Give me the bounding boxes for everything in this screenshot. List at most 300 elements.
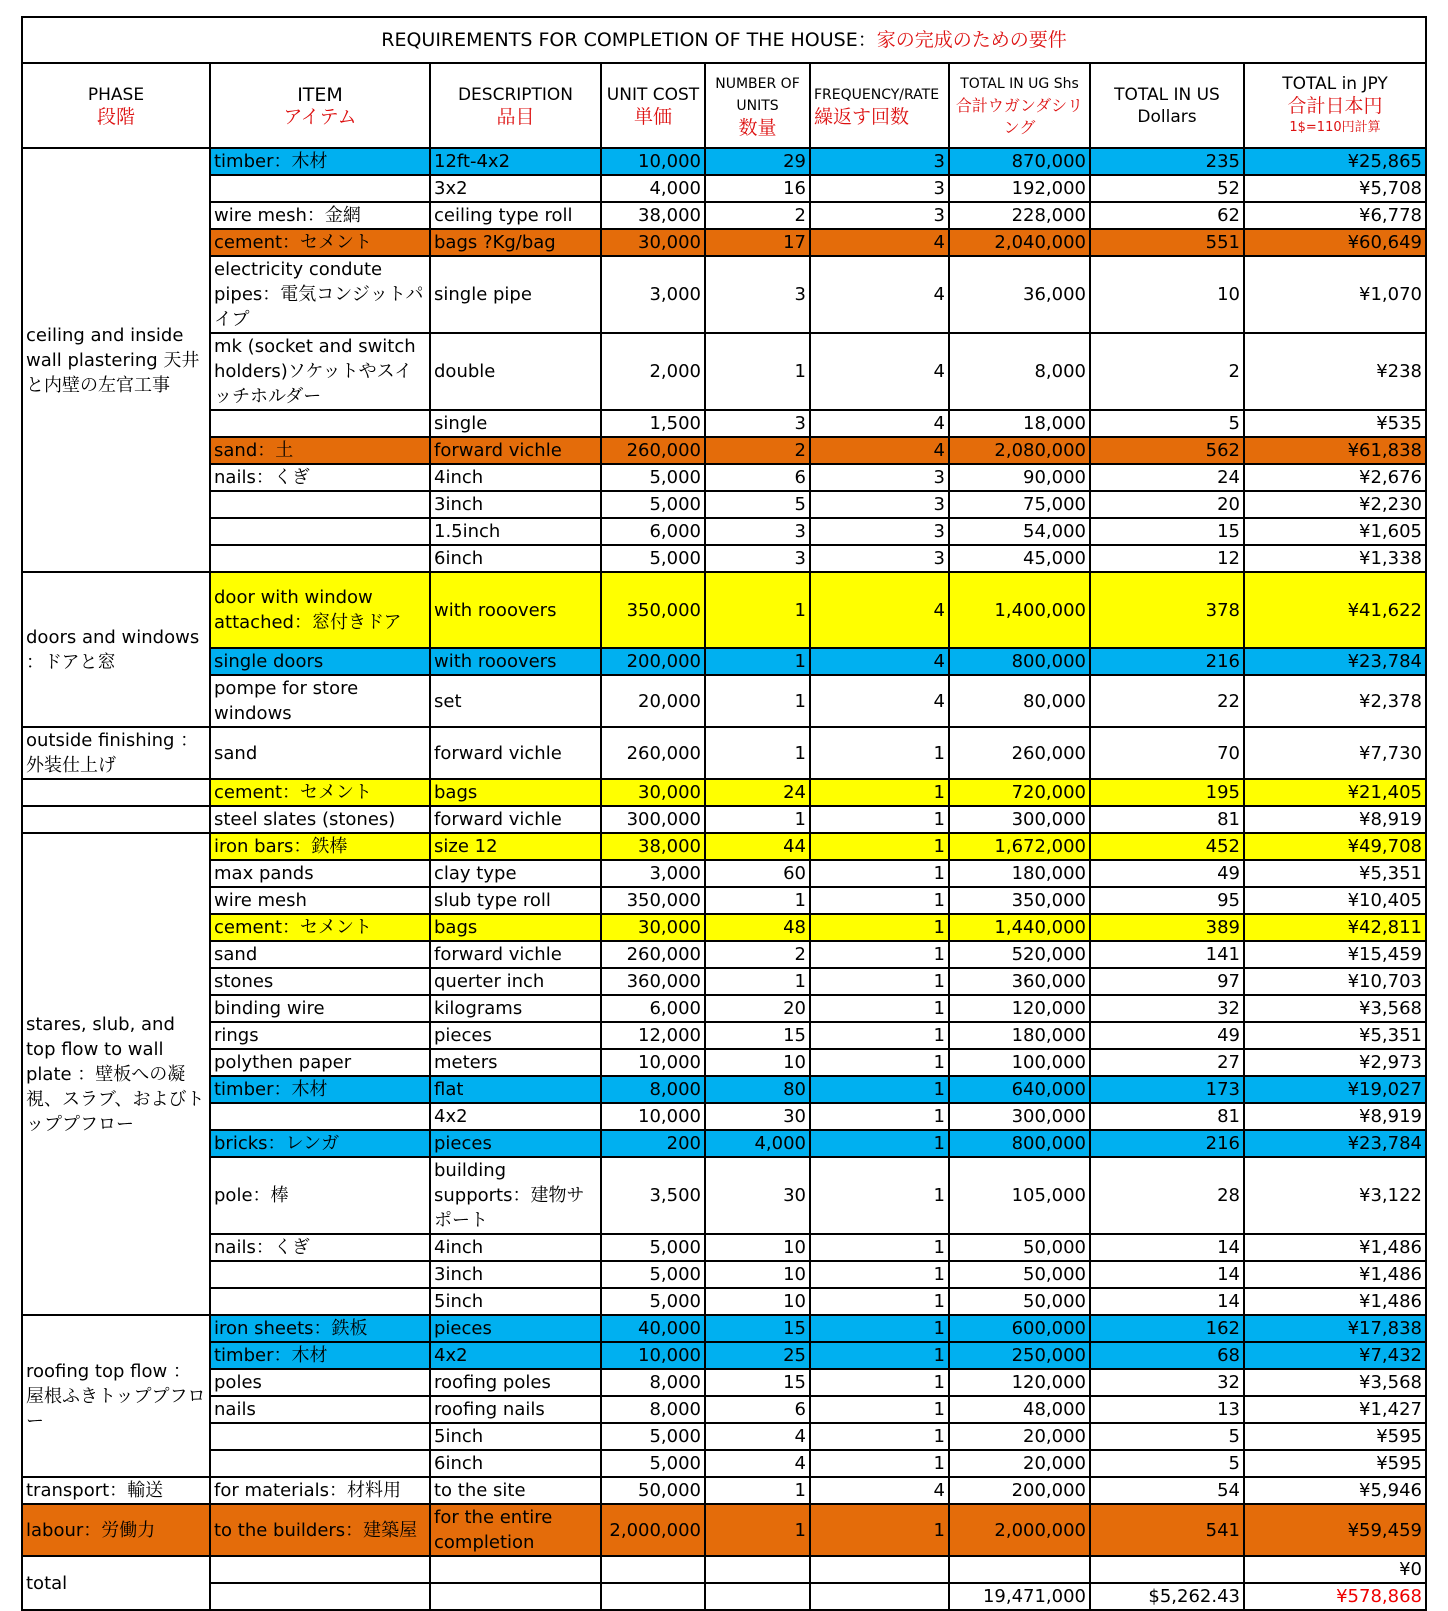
empty-cell xyxy=(1090,1556,1244,1583)
total-ugx-cell: 640,000 xyxy=(949,1076,1090,1103)
frequency-cell: 1 xyxy=(810,1504,949,1556)
frequency-cell: 4 xyxy=(810,437,949,464)
total-usd-cell: 541 xyxy=(1090,1504,1244,1556)
empty-cell xyxy=(210,1556,430,1583)
item-cell: nails：くぎ xyxy=(210,464,430,491)
item-cell: cement：セメント xyxy=(210,914,430,941)
total-usd-cell: 15 xyxy=(1090,518,1244,545)
frequency-cell: 4 xyxy=(810,333,949,410)
frequency-cell: 3 xyxy=(810,491,949,518)
phase-cell: outside finishing ：外装仕上げ xyxy=(22,727,210,779)
unit-cost-cell: 350,000 xyxy=(601,572,705,648)
total-jpy-cell: ¥1,427 xyxy=(1244,1396,1426,1423)
table-row xyxy=(22,675,1426,727)
empty-cell xyxy=(430,1583,601,1610)
table-row xyxy=(22,779,1426,806)
total-ugx-cell: 350,000 xyxy=(949,887,1090,914)
unit-cost-cell: 12,000 xyxy=(601,1022,705,1049)
total-jpy-cell: ¥19,027 xyxy=(1244,1076,1426,1103)
requirements-table xyxy=(21,16,1427,1611)
phase-cell: transport：輸送 xyxy=(22,1477,210,1504)
frequency-cell: 4 xyxy=(810,675,949,727)
total-ugx-cell: 75,000 xyxy=(949,491,1090,518)
unit-cost-cell: 200,000 xyxy=(601,648,705,675)
item-cell: sand xyxy=(210,941,430,968)
units-cell: 15 xyxy=(705,1022,810,1049)
unit-cost-cell: 5,000 xyxy=(601,1450,705,1477)
total-usd-cell: 173 xyxy=(1090,1076,1244,1103)
units-cell: 1 xyxy=(705,675,810,727)
frequency-cell: 1 xyxy=(810,1130,949,1157)
total-jpy-cell: ¥21,405 xyxy=(1244,779,1426,806)
frequency-cell: 1 xyxy=(810,1157,949,1234)
total-usd-cell: 141 xyxy=(1090,941,1244,968)
item-cell xyxy=(210,545,430,572)
total-usd-cell: 32 xyxy=(1090,995,1244,1022)
total-ugx-cell: 50,000 xyxy=(949,1288,1090,1315)
frequency-cell: 1 xyxy=(810,1261,949,1288)
header-total-usd: TOTAL IN US Dollars xyxy=(1090,63,1244,148)
header-row xyxy=(22,63,1426,148)
table-row xyxy=(22,968,1426,995)
description-cell: pieces xyxy=(430,1315,601,1342)
empty-cell xyxy=(949,1556,1090,1583)
item-cell: cement：セメント xyxy=(210,779,430,806)
table-row xyxy=(22,1261,1426,1288)
table-row xyxy=(22,1103,1426,1130)
header-total-ugx: TOTAL IN UG Shs 合計ウガンダシリング xyxy=(949,63,1090,148)
total-ugx-cell: 1,400,000 xyxy=(949,572,1090,648)
table-row xyxy=(22,1076,1426,1103)
description-cell: forward vichle xyxy=(430,727,601,779)
total-usd-cell: 5 xyxy=(1090,1423,1244,1450)
total-jpy-cell: ¥25,865 xyxy=(1244,148,1426,175)
units-cell: 1 xyxy=(705,806,810,833)
unit-cost-cell: 260,000 xyxy=(601,437,705,464)
description-cell: for the entire completion xyxy=(430,1504,601,1556)
unit-cost-cell: 8,000 xyxy=(601,1369,705,1396)
unit-cost-cell: 10,000 xyxy=(601,148,705,175)
table-row xyxy=(22,410,1426,437)
item-cell xyxy=(210,1450,430,1477)
frequency-cell: 1 xyxy=(810,1022,949,1049)
total-ugx-cell: 360,000 xyxy=(949,968,1090,995)
description-cell: double xyxy=(430,333,601,410)
frequency-cell: 1 xyxy=(810,1234,949,1261)
total-usd-cell: 12 xyxy=(1090,545,1244,572)
item-cell: mk (socket and switch holders)ソケットやスイッチホルダー xyxy=(210,333,430,410)
frequency-cell: 1 xyxy=(810,1288,949,1315)
frequency-cell: 1 xyxy=(810,1049,949,1076)
description-cell: with rooovers xyxy=(430,572,601,648)
description-cell: building supports：建物サポート xyxy=(430,1157,601,1234)
item-cell: sand xyxy=(210,727,430,779)
unit-cost-cell: 40,000 xyxy=(601,1315,705,1342)
item-cell: max pands xyxy=(210,860,430,887)
total-ugx-cell: 2,000,000 xyxy=(949,1504,1090,1556)
total-jpy-cell: ¥535 xyxy=(1244,410,1426,437)
unit-cost-cell: 5,000 xyxy=(601,464,705,491)
total-usd-cell: 5 xyxy=(1090,1450,1244,1477)
unit-cost-cell: 8,000 xyxy=(601,1396,705,1423)
unit-cost-cell: 30,000 xyxy=(601,779,705,806)
total-jpy-cell: ¥10,405 xyxy=(1244,887,1426,914)
table-row xyxy=(22,175,1426,202)
total-usd-cell: 13 xyxy=(1090,1396,1244,1423)
frequency-cell: 1 xyxy=(810,914,949,941)
unit-cost-cell: 4,000 xyxy=(601,175,705,202)
frequency-cell: 3 xyxy=(810,518,949,545)
description-cell: 4x2 xyxy=(430,1103,601,1130)
unit-cost-cell: 3,000 xyxy=(601,860,705,887)
total-jpy-cell: ¥2,676 xyxy=(1244,464,1426,491)
units-cell: 15 xyxy=(705,1315,810,1342)
frequency-cell: 4 xyxy=(810,410,949,437)
total-jpy-cell: ¥61,838 xyxy=(1244,437,1426,464)
item-cell xyxy=(210,1261,430,1288)
table-row xyxy=(22,833,1426,860)
table-row xyxy=(22,1049,1426,1076)
total-ugx-cell: 50,000 xyxy=(949,1234,1090,1261)
total-ugx-cell: 100,000 xyxy=(949,1049,1090,1076)
unit-cost-cell: 2,000,000 xyxy=(601,1504,705,1556)
total-ugx-cell: 200,000 xyxy=(949,1477,1090,1504)
description-cell: roofing poles xyxy=(430,1369,601,1396)
units-cell: 6 xyxy=(705,464,810,491)
total-jpy-cell: ¥238 xyxy=(1244,333,1426,410)
total-ugx-cell: 228,000 xyxy=(949,202,1090,229)
units-cell: 1 xyxy=(705,572,810,648)
units-cell: 24 xyxy=(705,779,810,806)
frequency-cell: 4 xyxy=(810,648,949,675)
total-ugx-cell: 720,000 xyxy=(949,779,1090,806)
item-cell xyxy=(210,410,430,437)
total-ugx-cell: 80,000 xyxy=(949,675,1090,727)
total-label: total xyxy=(22,1556,210,1610)
table-row xyxy=(22,202,1426,229)
item-cell: timber：木材 xyxy=(210,1076,430,1103)
item-cell: nails xyxy=(210,1396,430,1423)
total-ugx-cell: 300,000 xyxy=(949,1103,1090,1130)
total-jpy-cell: ¥2,230 xyxy=(1244,491,1426,518)
units-cell: 10 xyxy=(705,1261,810,1288)
total-jpy-cell: ¥60,649 xyxy=(1244,229,1426,256)
total-row-1 xyxy=(22,1556,1426,1583)
unit-cost-cell: 3,000 xyxy=(601,256,705,333)
total-ugx-cell: 20,000 xyxy=(949,1423,1090,1450)
description-cell: kilograms xyxy=(430,995,601,1022)
total-jpy-cell: ¥5,351 xyxy=(1244,1022,1426,1049)
frequency-cell: 1 xyxy=(810,1103,949,1130)
total-ugx-cell: 260,000 xyxy=(949,727,1090,779)
description-cell: bags xyxy=(430,914,601,941)
total-ugx-cell: 120,000 xyxy=(949,995,1090,1022)
unit-cost-cell: 260,000 xyxy=(601,941,705,968)
empty-cell xyxy=(810,1556,949,1583)
description-cell: 3inch xyxy=(430,491,601,518)
units-cell: 80 xyxy=(705,1076,810,1103)
total-row-2 xyxy=(22,1583,1426,1610)
total-usd-cell: 81 xyxy=(1090,806,1244,833)
frequency-cell: 1 xyxy=(810,1369,949,1396)
item-cell xyxy=(210,1423,430,1450)
unit-cost-cell: 30,000 xyxy=(601,914,705,941)
item-cell: electricity condute pipes：電気コンジットパイプ xyxy=(210,256,430,333)
unit-cost-cell: 38,000 xyxy=(601,833,705,860)
description-cell: single pipe xyxy=(430,256,601,333)
unit-cost-cell: 200 xyxy=(601,1130,705,1157)
total-usd-cell: 22 xyxy=(1090,675,1244,727)
table-row xyxy=(22,806,1426,833)
description-cell: forward vichle xyxy=(430,437,601,464)
empty-cell xyxy=(430,1556,601,1583)
total-jpy-cell: ¥10,703 xyxy=(1244,968,1426,995)
total-ugx-cell: 54,000 xyxy=(949,518,1090,545)
total-jpy-cell: ¥7,432 xyxy=(1244,1342,1426,1369)
table-row xyxy=(22,437,1426,464)
item-cell: polythen paper xyxy=(210,1049,430,1076)
units-cell: 30 xyxy=(705,1157,810,1234)
total-jpy-cell: ¥1,338 xyxy=(1244,545,1426,572)
phase-cell: ceiling and inside wall plastering 天井と内壁の左官工事 xyxy=(22,148,210,572)
total-usd-cell: 2 xyxy=(1090,333,1244,410)
phase-cell: stares, slub, and top flow to wall plate ：壁板への凝視、スラブ、およびトッププフロー xyxy=(22,833,210,1315)
total-ugx-cell: 120,000 xyxy=(949,1369,1090,1396)
table-row xyxy=(22,860,1426,887)
table-row xyxy=(22,1477,1426,1504)
units-cell: 60 xyxy=(705,860,810,887)
description-cell: 5inch xyxy=(430,1423,601,1450)
unit-cost-cell: 300,000 xyxy=(601,806,705,833)
description-cell: 1.5inch xyxy=(430,518,601,545)
units-cell: 4,000 xyxy=(705,1130,810,1157)
total-usd-cell: 32 xyxy=(1090,1369,1244,1396)
table-row xyxy=(22,1504,1426,1556)
total-jpy-cell: ¥3,568 xyxy=(1244,1369,1426,1396)
phase-cell xyxy=(22,806,210,833)
description-cell: 6inch xyxy=(430,545,601,572)
unit-cost-cell: 50,000 xyxy=(601,1477,705,1504)
total-jpy-cell: ¥1,486 xyxy=(1244,1234,1426,1261)
unit-cost-cell: 5,000 xyxy=(601,491,705,518)
item-cell: single doors xyxy=(210,648,430,675)
item-cell: wire mesh xyxy=(210,887,430,914)
total-ugx-cell: 18,000 xyxy=(949,410,1090,437)
title-jp: 家の完成のための要件 xyxy=(876,28,1067,51)
frequency-cell: 1 xyxy=(810,887,949,914)
item-cell xyxy=(210,175,430,202)
description-cell: forward vichle xyxy=(430,806,601,833)
total-usd-cell: 195 xyxy=(1090,779,1244,806)
table-row xyxy=(22,333,1426,410)
frequency-cell: 1 xyxy=(810,1450,949,1477)
unit-cost-cell: 5,000 xyxy=(601,1288,705,1315)
total-jpy-cell: ¥595 xyxy=(1244,1450,1426,1477)
description-cell: slub type roll xyxy=(430,887,601,914)
total-usd-cell: 70 xyxy=(1090,727,1244,779)
empty-cell xyxy=(210,1583,430,1610)
description-cell: 3x2 xyxy=(430,175,601,202)
total-jpy-cell: ¥3,568 xyxy=(1244,995,1426,1022)
units-cell: 17 xyxy=(705,229,810,256)
description-cell: bags ?Kg/bag xyxy=(430,229,601,256)
total-ugx-cell: 180,000 xyxy=(949,1022,1090,1049)
frequency-cell: 1 xyxy=(810,833,949,860)
units-cell: 10 xyxy=(705,1288,810,1315)
empty-cell xyxy=(705,1583,810,1610)
header-item: ITEM アイテム xyxy=(210,63,430,148)
item-cell: bricks：レンガ xyxy=(210,1130,430,1157)
total-usd-cell: 10 xyxy=(1090,256,1244,333)
description-cell: 4inch xyxy=(430,464,601,491)
description-cell: flat xyxy=(430,1076,601,1103)
description-cell: single xyxy=(430,410,601,437)
unit-cost-cell: 38,000 xyxy=(601,202,705,229)
units-cell: 3 xyxy=(705,256,810,333)
total-jpy-cell: ¥1,486 xyxy=(1244,1288,1426,1315)
units-cell: 1 xyxy=(705,727,810,779)
unit-cost-cell: 10,000 xyxy=(601,1049,705,1076)
unit-cost-cell: 350,000 xyxy=(601,887,705,914)
total-jpy-cell: ¥5,946 xyxy=(1244,1477,1426,1504)
total-jpy-cell: ¥23,784 xyxy=(1244,1130,1426,1157)
units-cell: 44 xyxy=(705,833,810,860)
units-cell: 2 xyxy=(705,437,810,464)
units-cell: 3 xyxy=(705,518,810,545)
total-ugx-cell: 20,000 xyxy=(949,1450,1090,1477)
frequency-cell: 1 xyxy=(810,806,949,833)
item-cell: to the builders：建築屋 xyxy=(210,1504,430,1556)
unit-cost-cell: 2,000 xyxy=(601,333,705,410)
total-jpy-cell: ¥5,708 xyxy=(1244,175,1426,202)
frequency-cell: 1 xyxy=(810,779,949,806)
total-jpy-zero: ¥0 xyxy=(1244,1556,1426,1583)
unit-cost-cell: 20,000 xyxy=(601,675,705,727)
description-cell: querter inch xyxy=(430,968,601,995)
unit-cost-cell: 260,000 xyxy=(601,727,705,779)
unit-cost-cell: 5,000 xyxy=(601,1261,705,1288)
unit-cost-cell: 5,000 xyxy=(601,1423,705,1450)
description-cell: 5inch xyxy=(430,1288,601,1315)
total-usd-cell: 54 xyxy=(1090,1477,1244,1504)
frequency-cell: 1 xyxy=(810,1396,949,1423)
header-total-jpy: TOTAL in JPY 合計日本円 1$=110円計算 xyxy=(1244,63,1426,148)
description-cell: size 12 xyxy=(430,833,601,860)
table-row xyxy=(22,727,1426,779)
header-phase: PHASE 段階 xyxy=(22,63,210,148)
unit-cost-cell: 30,000 xyxy=(601,229,705,256)
table-row xyxy=(22,545,1426,572)
grand-total-jpy: ¥578,868 xyxy=(1244,1583,1426,1610)
units-cell: 30 xyxy=(705,1103,810,1130)
units-cell: 6 xyxy=(705,1396,810,1423)
total-ugx-cell: 192,000 xyxy=(949,175,1090,202)
frequency-cell: 3 xyxy=(810,202,949,229)
total-usd-cell: 5 xyxy=(1090,410,1244,437)
description-cell: 4x2 xyxy=(430,1342,601,1369)
table-row xyxy=(22,1342,1426,1369)
frequency-cell: 3 xyxy=(810,175,949,202)
empty-cell xyxy=(810,1583,949,1610)
frequency-cell: 4 xyxy=(810,229,949,256)
total-ugx-cell: 520,000 xyxy=(949,941,1090,968)
frequency-cell: 4 xyxy=(810,256,949,333)
empty-cell xyxy=(601,1556,705,1583)
frequency-cell: 1 xyxy=(810,1076,949,1103)
table-row xyxy=(22,148,1426,175)
description-cell: 4inch xyxy=(430,1234,601,1261)
item-cell: stones xyxy=(210,968,430,995)
total-usd-cell: 389 xyxy=(1090,914,1244,941)
description-cell: with rooovers xyxy=(430,648,601,675)
item-cell: binding wire xyxy=(210,995,430,1022)
description-cell: to the site xyxy=(430,1477,601,1504)
item-cell: iron bars：鉄棒 xyxy=(210,833,430,860)
table-row xyxy=(22,1130,1426,1157)
table-row xyxy=(22,518,1426,545)
total-usd-cell: 62 xyxy=(1090,202,1244,229)
frequency-cell: 3 xyxy=(810,464,949,491)
units-cell: 2 xyxy=(705,202,810,229)
total-usd-cell: 235 xyxy=(1090,148,1244,175)
table-row xyxy=(22,1234,1426,1261)
total-usd-cell: 562 xyxy=(1090,437,1244,464)
description-cell: 12ft-4x2 xyxy=(430,148,601,175)
total-jpy-cell: ¥23,784 xyxy=(1244,648,1426,675)
item-cell xyxy=(210,1288,430,1315)
item-cell: timber：木材 xyxy=(210,1342,430,1369)
units-cell: 3 xyxy=(705,410,810,437)
table-row xyxy=(22,648,1426,675)
total-usd-cell: 162 xyxy=(1090,1315,1244,1342)
total-usd-cell: 49 xyxy=(1090,860,1244,887)
total-ugx-cell: 48,000 xyxy=(949,1396,1090,1423)
table-row xyxy=(22,1157,1426,1234)
total-usd-cell: 24 xyxy=(1090,464,1244,491)
item-cell: pole：棒 xyxy=(210,1157,430,1234)
total-jpy-cell: ¥8,919 xyxy=(1244,1103,1426,1130)
item-cell: nails：くぎ xyxy=(210,1234,430,1261)
units-cell: 48 xyxy=(705,914,810,941)
frequency-cell: 1 xyxy=(810,1423,949,1450)
units-cell: 1 xyxy=(705,887,810,914)
table-row xyxy=(22,1450,1426,1477)
item-cell: iron sheets：鉄板 xyxy=(210,1315,430,1342)
table-row xyxy=(22,256,1426,333)
total-jpy-cell: ¥59,459 xyxy=(1244,1504,1426,1556)
total-jpy-cell: ¥595 xyxy=(1244,1423,1426,1450)
frequency-cell: 3 xyxy=(810,148,949,175)
unit-cost-cell: 3,500 xyxy=(601,1157,705,1234)
total-usd-cell: 551 xyxy=(1090,229,1244,256)
description-cell: pieces xyxy=(430,1130,601,1157)
unit-cost-cell: 6,000 xyxy=(601,518,705,545)
table-row xyxy=(22,914,1426,941)
units-cell: 10 xyxy=(705,1234,810,1261)
total-usd-cell: 378 xyxy=(1090,572,1244,648)
total-jpy-cell: ¥1,605 xyxy=(1244,518,1426,545)
description-cell: set xyxy=(430,675,601,727)
table-row xyxy=(22,464,1426,491)
total-usd-cell: 452 xyxy=(1090,833,1244,860)
total-jpy-cell: ¥5,351 xyxy=(1244,860,1426,887)
total-usd-cell: 68 xyxy=(1090,1342,1244,1369)
item-cell: timber：木材 xyxy=(210,148,430,175)
description-cell: 6inch xyxy=(430,1450,601,1477)
units-cell: 3 xyxy=(705,545,810,572)
phase-cell xyxy=(22,779,210,806)
table-row xyxy=(22,572,1426,648)
